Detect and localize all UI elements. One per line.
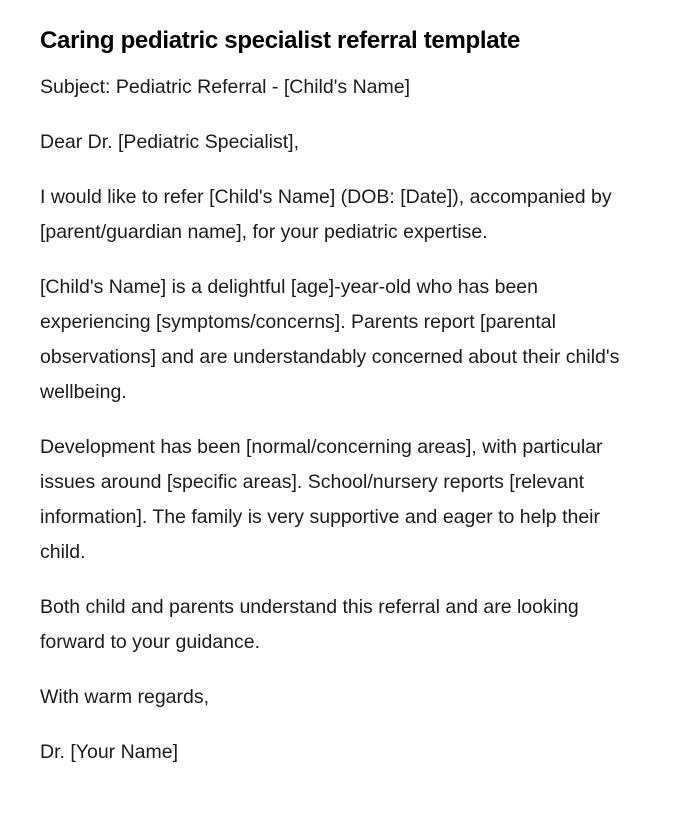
signature-line: Dr. [Your Name] [40,741,179,763]
closing-line: With warm regards, [40,686,210,708]
body-paragraph-development: Development has been [normal/concerning areas], with particular issues around [specific areas]. School/nursery reports [relevant information]. The family is very supportive and eager to help their child. [40,436,603,563]
body-paragraph-referral: I would like to refer [Child's Name] (DOB: [Date]), accompanied by [parent/guardian name], for your pediatric expertise. [40,186,612,243]
document-title: Caring pediatric specialist referral template [40,27,521,54]
salutation: Dear Dr. [Pediatric Specialist], [40,131,300,153]
body-paragraph-understanding: Both child and parents understand this referral and are looking forward to your guidance. [40,596,579,653]
subject-line: Subject: Pediatric Referral - [Child's Name] [40,76,411,98]
body-paragraph-symptoms: [Child's Name] is a delightful [age]-year-old who has been experiencing [symptoms/concerns]. Parents report [parental observations] and are understandably concerned about their child's wellbeing. [40,276,620,403]
